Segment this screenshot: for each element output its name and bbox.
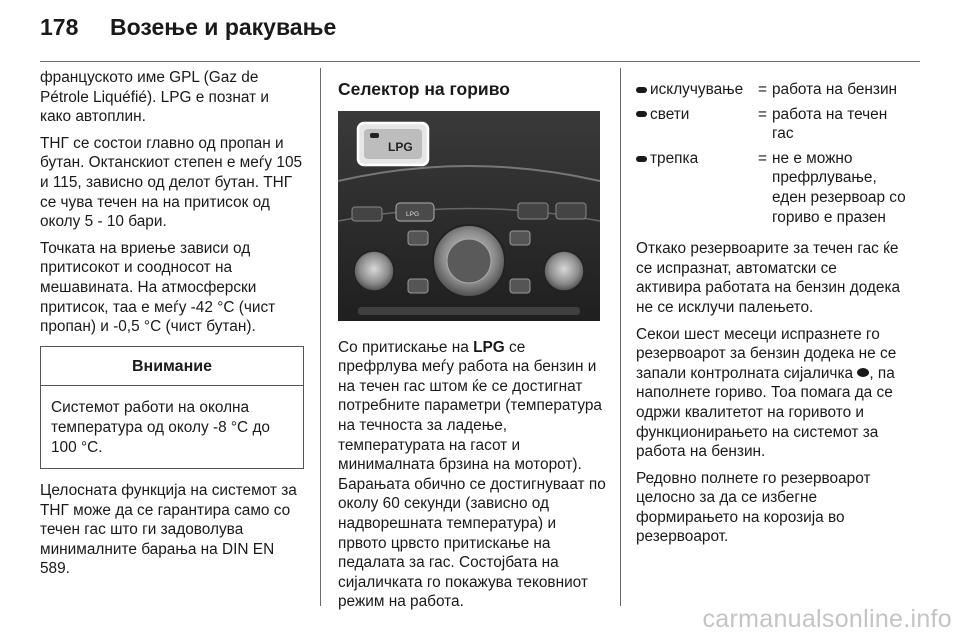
lpg-button-label-small: LPG bbox=[406, 210, 420, 218]
paragraph: ТНГ се состои главно од пропан и бутан. Октанскиот степен е меѓу 105 и 115, зависно од делот бутан. ТНГ се чува течен на на притисок од околу 5 - 10 бари. bbox=[40, 134, 303, 231]
notice-text: Системот работи на околна температура од околу -8 °C до 100 °C. bbox=[51, 399, 270, 456]
notice-title: Внимание bbox=[41, 347, 303, 387]
column-right bbox=[636, 68, 906, 554]
paragraph: Точката на вриење зависи од притисокот и соодносот на мешавината. На атмосферски притисок, таа е меѓу -42 °C (чист пропан) и -0,5 °C (чист бутан). bbox=[40, 239, 276, 336]
column-divider bbox=[320, 68, 321, 606]
column-left bbox=[40, 68, 304, 586]
header-rule bbox=[40, 61, 920, 62]
paragraph: Секои шест месеци испразнете го резервоарот за бензин додека не се запали контролната сијаличка , па наполнете гориво. Тоа помага да се одржи квалитетот на горивото и функционирањето на системот за работа на бензин. bbox=[636, 325, 897, 461]
lamp-status-table bbox=[636, 80, 906, 227]
equals-sign: = bbox=[758, 105, 767, 123]
lamp-dot-icon bbox=[857, 368, 869, 377]
lpg-keyword: LPG bbox=[473, 338, 505, 356]
column-middle bbox=[338, 68, 606, 619]
lamp-bar-icon bbox=[636, 87, 647, 93]
equals-sign: = bbox=[758, 81, 767, 98]
chapter-title: Возење и ракување bbox=[110, 14, 337, 40]
status-row bbox=[636, 80, 906, 100]
column-divider bbox=[620, 68, 621, 606]
paragraph: француското име GPL (Gaz de Pétrole Liquéfié). LPG е познат и како автоплин. bbox=[40, 69, 269, 126]
notice-box bbox=[40, 346, 304, 469]
page-number: 178 bbox=[40, 14, 79, 40]
paragraph: Редовно полнете го резервоарот целосно за да се избегне формирањето на корозија во резервоарот. bbox=[636, 469, 871, 546]
status-state: исклучување bbox=[650, 81, 744, 98]
watermark: carmanualsonline.info bbox=[702, 605, 952, 633]
paragraph: Откако резервоарите за течен гас ќе се испразнат, автоматски се активира работата на бензин додека не се исклучи палењето. bbox=[636, 240, 901, 316]
lamp-bar-icon bbox=[636, 111, 647, 117]
page-header bbox=[40, 14, 336, 54]
status-meaning: не е можно префрлување, еден резервоар со гориво е празен bbox=[772, 149, 906, 226]
status-meaning: работа на течен гас bbox=[772, 105, 888, 143]
paragraph: Со притискање на LPG се префрлува меѓу работа на бензин и на течен гас штом ќе се достигнат потребните параметри (температура на течноста за ладење, температурата на гасот и минималната брзина на моторот). Барањата обично се достигнуваат по околу 60 секунди (зависно од надворешната температура) и првото црвсто притискање на педалата за гас. Состојбата на сијаличката го покажува тековниот режим на работа. bbox=[338, 338, 606, 611]
console-photo bbox=[338, 111, 600, 321]
status-row bbox=[636, 105, 906, 144]
paragraph: Целосната функција на системот за ТНГ може да се гарантира само со течен гас што ги задоволува минималните барања на DIN EN 589. bbox=[40, 482, 297, 578]
status-state: трепка bbox=[650, 149, 699, 167]
lpg-button-label: LPG bbox=[388, 139, 413, 154]
section-title: Селектор на гориво bbox=[338, 79, 510, 99]
console-illustration bbox=[338, 111, 600, 321]
equals-sign: = bbox=[758, 149, 767, 167]
status-state: свети bbox=[650, 105, 690, 123]
status-row bbox=[636, 149, 906, 227]
lamp-bar-icon bbox=[636, 156, 647, 162]
status-meaning: работа на бензин bbox=[772, 81, 898, 98]
